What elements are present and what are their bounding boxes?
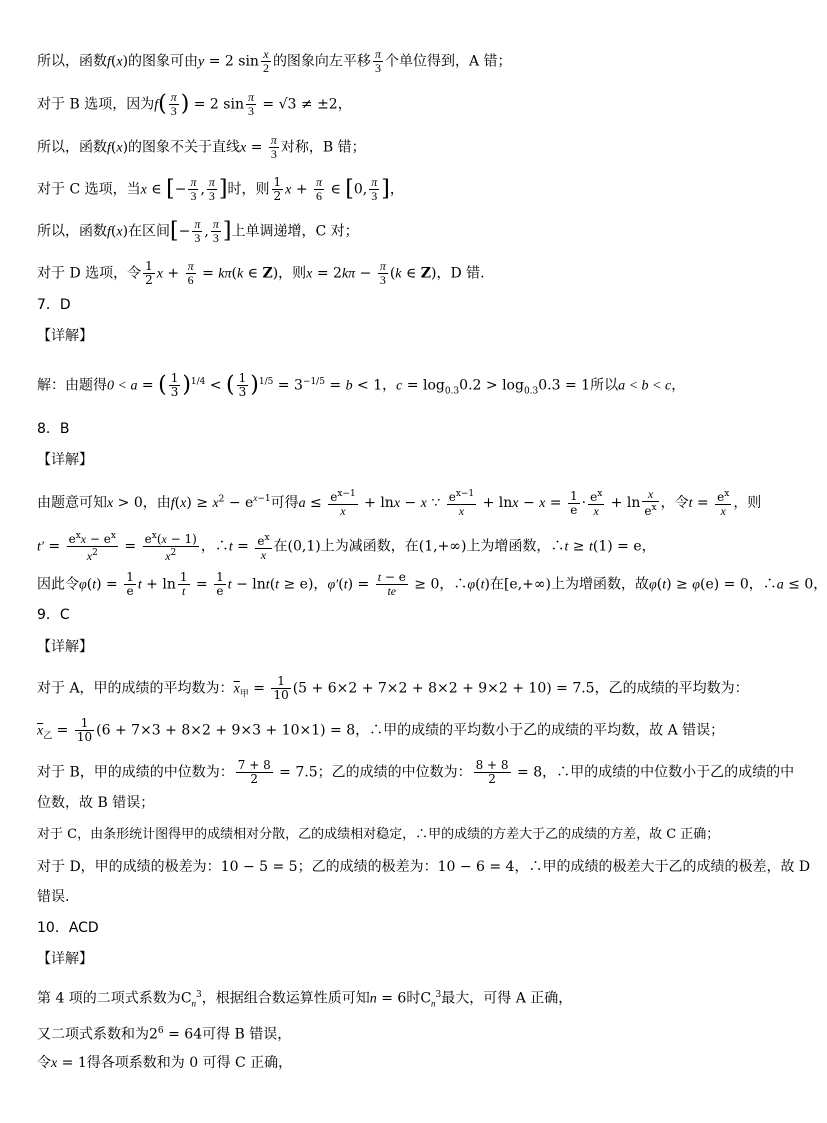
text-line: 错误. (37, 889, 70, 905)
text-line: 对于 C 选项，当x ∈ [− $\frac{\pi}{3}$ , $\frac{\pi}{3}$ ]时，则 $\frac{1}{2}$ x + $\frac{\pi}{6}$ ∈ [0, $\frac{\pi}{3}$ ]， (37, 175, 404, 203)
answer-label-q8: 8．B (37, 421, 70, 437)
detail-heading: 【详解】 (37, 328, 93, 344)
text-line: 对于 D，甲的成绩的极差为：10 − 5 = 5；乙的成绩的极差为：10 − 6 = 4，∴甲的成绩的极差大于乙的成绩的极差，故 D (37, 859, 811, 875)
text-line: 对于 B 选项，因为f( $\frac{\pi}{3}$ ) = 2 sin $\frac{\pi}{3}$ = √3 ≠ ±2， (37, 90, 352, 118)
text-line: 解：由题得0 < a = ( $\frac{1}{3}$ )$^{1/4}$ < ( $\frac{1}{3}$ )$^{1/5} = 3^{-1/5} = b < 1$，$c = \log_{0.3}0.2 > \log_{0.3}0.3 = 1$所以a < b < c， (37, 371, 686, 400)
text-line: 第 4 项的二项式系数为$C_n^3$，根据组合数运算性质可知n = 6时$C_n^3$最大，可得 A 正确， (37, 990, 573, 1009)
text-line: $\overline{x}_乙$ = $\frac{1}{10}$ (6 + 7×3 + 8×2 + 9×3 + 10×1) = 8，∴甲的成绩的平均数小于乙的成绩的平均数，故 A 错误； (37, 716, 725, 744)
text-line: 又二项式系数和为$2^6 = 64$可得 B 错误， (37, 1026, 292, 1043)
text-line: 所以，函数f(x)的图象可由y = 2 sin $\frac{x}{2}$ 的图象向左平移 $\frac{\pi}{3}$ 个单位得到，A 错； (37, 47, 512, 75)
text-line: 由题意可知x > 0，由$f(x) \ge x^2 - e^{x-1}$可得a ≤ $\frac{e^{x-1}}{x}$ + lnx − x ∵ $\frac{e^{x-1}}{x}$ + lnx − x = $\frac{1}{e}$ · $\frac{e^x}{x}$ + ln $\frac{x}{e^x}$ ，令t = $\frac{e^x}{x}$ ，则 (37, 487, 762, 518)
answer-label-q10: 10．ACD (37, 920, 99, 936)
text-line: 令x = 1得各项系数和为 0 可得 C 正确， (37, 1055, 293, 1071)
text-line: 因此令φ(t) = $\frac{1}{e}$ t + ln $\frac{1}{t}$ = $\frac{1}{e}$ t − lnt(t ≥ e)，φ′(t) = $\frac{t - e}{te}$ ≥ 0，∴φ(t)在[e,+∞)上为增函数，故φ(t) ≥ φ(e) = 0，∴a ≤ 0， (37, 570, 827, 598)
answer-label-q9: 9．C (37, 607, 70, 623)
detail-heading: 【详解】 (37, 639, 93, 655)
text-line: 对于 C，由条形统计图得甲的成绩相对分散，乙的成绩相对稳定，∴甲的成绩的方差大于乙的成绩的方差，故 C 正确； (37, 827, 720, 842)
text-line: t′ = $\frac{e^xx - e^x}{x^2}$ = $\frac{e^x(x - 1)}{x^2}$ ，∴t = $\frac{e^x}{x}$ 在(0,1)上为减函数，在(1,+∞)上为增函数，∴t ≥ t(1) = e， (37, 531, 656, 563)
text-line: 位数，故 B 错误； (37, 795, 155, 811)
text-line: 所以，函数f(x)在区间[− $\frac{\pi}{3}$ , $\frac{\pi}{3}$ ]上单调递增，C 对； (37, 217, 359, 245)
answer-label-q7: 7．D (37, 297, 71, 313)
detail-heading: 【详解】 (37, 452, 93, 468)
text-line: 对于 A，甲的成绩的平均数为：$\overline{x}_甲$ = $\frac{1}{10}$ (5 + 6×2 + 7×2 + 8×2 + 9×2 + 10) = 7.5，乙的成绩的平均数为： (37, 674, 749, 702)
detail-heading: 【详解】 (37, 951, 93, 967)
text-line: 对于 B，甲的成绩的中位数为： $\frac{7 + 8}{2}$ = 7.5；乙的成绩的中位数为： $\frac{8 + 8}{2}$ = 8，∴甲的成绩的中位数小于乙的成绩的中 (37, 758, 795, 786)
text-line: 对于 D 选项，令 $\frac{1}{2}$ x + $\frac{\pi}{6}$ = kπ(k ∈ Z)，则x = 2kπ − $\frac{\pi}{3}$ (k ∈ Z)，D 错. (37, 259, 485, 287)
text-line: 所以，函数f(x)的图象不关于直线x = $\frac{\pi}{3}$ 对称，B 错； (37, 133, 366, 161)
